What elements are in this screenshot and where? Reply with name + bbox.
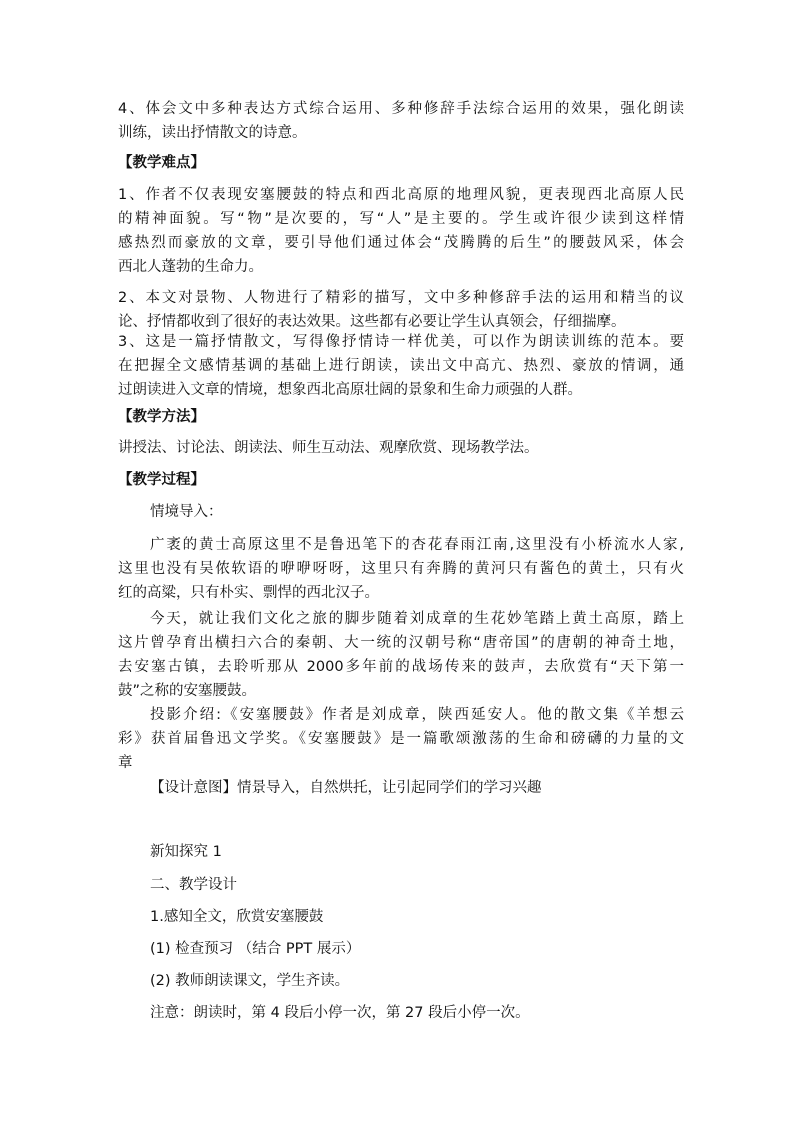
text-line: 西北人蓬勃的生命力。: [118, 259, 263, 275]
teaching-goal-4: [118, 97, 684, 145]
method-heading: 【教学方法】: [118, 409, 205, 425]
text-line: 章: [118, 755, 133, 771]
text-line: 的精神面貌。写“物”是次要的，写“人”是主要的。学生或许很少读到这样情: [118, 211, 684, 227]
intro-paragraph-1: [118, 533, 684, 605]
text-line: 这片曾孕育出横扫六合的秦朝、大一统的汉朝号称“唐帝国”的唐朝的神奇土地，: [118, 635, 684, 651]
text-line: 去安塞古镇，去聆听那从 2000多年前的战场传来的鼓声，去欣赏有“天下第一: [118, 659, 684, 675]
difficulty-point-1: [118, 183, 684, 279]
step-1-item-a: (1) 检查预习 （结合 PPT 展示）: [150, 941, 361, 957]
text-line: 在把握全文感情基调的基础上进行朗读，读出文中高亢、热烈、豪放的情调，通: [118, 358, 684, 374]
text-line: 投影介绍:《安塞腰鼓》作者是刘成章，陕西延安人。他的散文集《羊想云: [150, 707, 684, 723]
text-line: 今天，就让我们文化之旅的脚步随着刘成章的生花妙笔踏上黄土高原，踏上: [150, 611, 684, 627]
step-1-item-b: (2) 教师朗读课文，学生齐读。: [150, 973, 350, 989]
difficulty-point-2: [118, 286, 684, 334]
difficulty-point-3: [118, 330, 684, 402]
text-line: 训练，读出抒情散文的诗意。: [118, 125, 307, 141]
difficulty-heading: 【教学难点】: [118, 155, 205, 171]
text-line: 2、本文对景物、人物进行了精彩的描写，文中多种修辞手法的运用和精当的议: [118, 290, 684, 306]
text-line: 4、体会文中多种表达方式综合运用、多种修辞手法综合运用的效果，强化朗读: [118, 101, 684, 117]
reading-note: 注意：朗读时，第 4 段后小停一次，第 27 段后小停一次。: [150, 1005, 530, 1021]
design-section-title: 二、教学设计: [150, 877, 237, 893]
text-line: 3、这是一篇抒情散文，写得像抒情诗一样优美，可以作为朗读训练的范本。要: [118, 334, 684, 350]
step-1-title: 1.感知全文，欣赏安塞腰鼓: [150, 909, 324, 925]
text-line: 1、作者不仅表现安塞腰鼓的特点和西北高原的地理风貌，更表现西北高原人民: [118, 187, 684, 203]
text-line: 论、抒情都收到了很好的表达效果。这些都有必要让学生认真领会，仔细揣摩。: [118, 314, 626, 330]
method-text: 讲授法、讨论法、朗读法、师生互动法、观摩欣赏、现场教学法。: [118, 440, 539, 456]
text-line: 这里也没有吴侬软语的咿咿呀呀，这里只有奔腾的黄河只有酱色的黄土，只有火: [118, 561, 684, 577]
text-line: 广袤的黄士高原这里不是鲁迅笔下的杏花春雨江南,这里没有小桥流水人家,: [150, 537, 684, 553]
text-line: 过朗读进入文章的情境，想象西北高原壮阔的景象和生命力顽强的人群。: [118, 382, 582, 398]
intro-paragraph-2: [118, 607, 684, 703]
text-line: 鼓”之称的安塞腰鼓。: [118, 683, 257, 699]
text-line: 彩》获首届鲁迅文学奖。《安塞腰鼓》是一篇歌颂激荡的生命和磅礴的力量的文: [118, 731, 684, 747]
intro-paragraph-3: [118, 703, 684, 775]
intro-label: 情境导入：: [150, 504, 223, 520]
text-line: 感热烈而豪放的文章，要引导他们通过体会“茂腾腾的后生”的腰鼓风采，体会: [118, 235, 684, 251]
design-intent: 【设计意图】情景导入，自然烘托，让引起同学们的学习兴趣: [150, 780, 542, 796]
text-line: 红的高粱，只有朴实、剽悍的西北汉子。: [118, 585, 379, 601]
process-heading: 【教学过程】: [118, 472, 205, 488]
new-knowledge-explore: 新知探究 1: [150, 844, 222, 860]
